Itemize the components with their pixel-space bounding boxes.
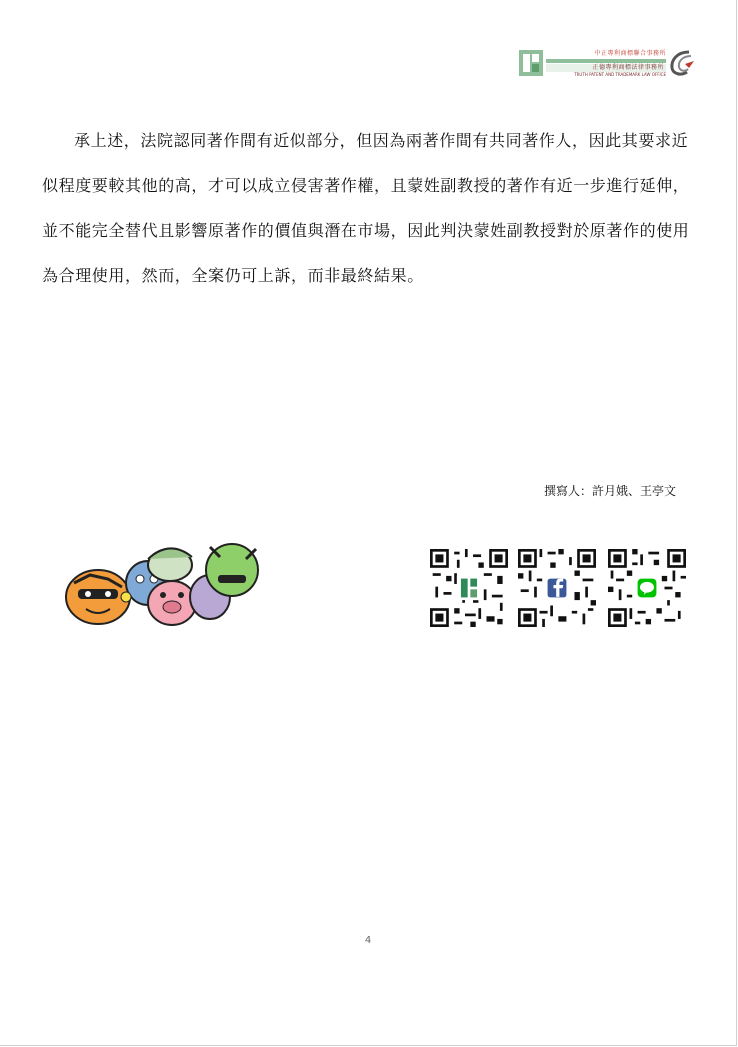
- author-line: 撰寫人：許月娥、王亭文: [543, 484, 676, 498]
- swirl-emblem-icon: [669, 48, 695, 78]
- website-qr-code[interactable]: [430, 549, 508, 627]
- logo-line-1: 中正專利商標聯合事務所: [594, 50, 666, 57]
- page-number: 4: [364, 935, 372, 946]
- logo-line-3: TRUTH PATENT AND TRADEMARK LAW OFFICE: [574, 72, 666, 77]
- mascot-illustration: [60, 535, 260, 630]
- qr-website: [430, 549, 508, 627]
- body-paragraph: 承上述，法院認同著作間有近似部分，但因為兩著作間有共同著作人，因此其要求近似程度要較其他的高，才可以成立侵害著作權，且蒙姓副教授的著作有近一步進行延伸，並不能完全替代且影響原著作的價值與潛在市場，因此判決蒙姓副教授對於原著作的使用為合理使用，然而，全案仍可上訴，而非最終結果。: [42, 131, 690, 285]
- qr-line: [608, 549, 686, 627]
- logo-line-2: 正德專利商標法律事務所: [546, 64, 666, 72]
- facebook-qr-code[interactable]: [518, 549, 596, 627]
- logo-bar: [546, 59, 666, 63]
- line-qr-code[interactable]: [608, 549, 686, 627]
- leaf-logo-icon: [519, 50, 543, 76]
- qr-facebook: [518, 549, 596, 627]
- firm-logo: [519, 48, 694, 78]
